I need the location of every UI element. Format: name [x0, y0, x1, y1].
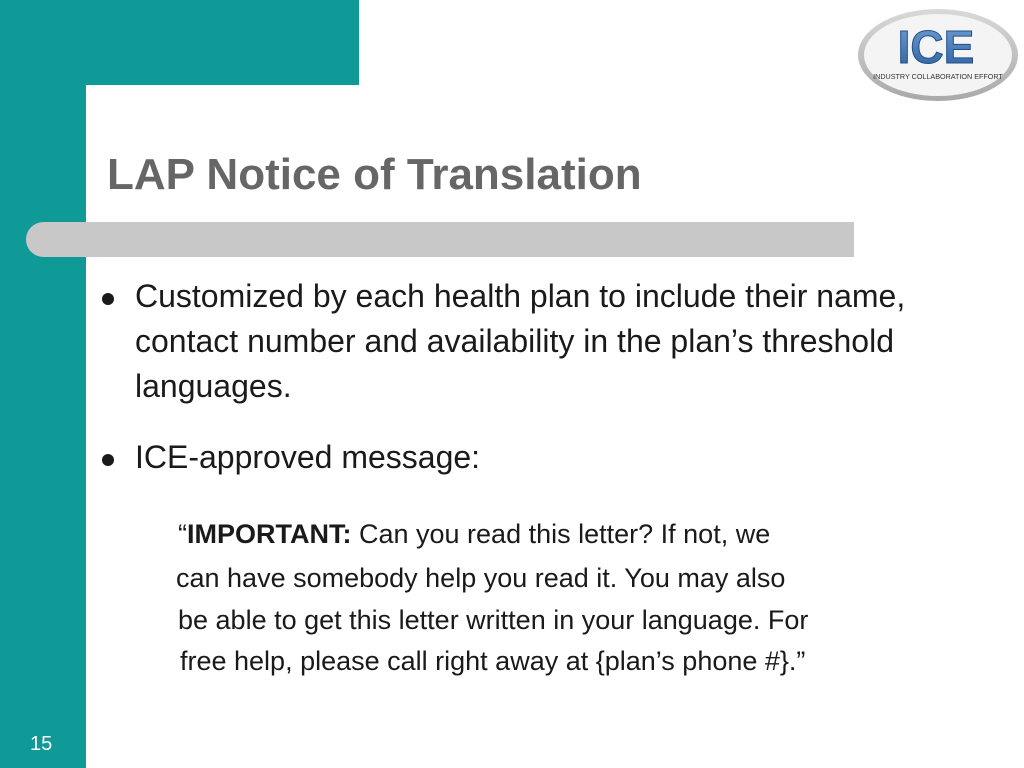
quote-line: [178, 512, 978, 556]
quote-text: Can you read this letter? If not, we: [351, 519, 771, 549]
bullet-text: Customized by each health plan to include their name, contact number and availability in the plan’s threshold languages.: [135, 278, 906, 404]
bullet-dot-icon: [102, 454, 114, 466]
bullet-text: ICE-approved message:: [135, 439, 481, 475]
quote-line: can have somebody help you read it. You may also: [176, 563, 786, 593]
bullet-item: [100, 435, 1000, 480]
approved-message-quote: [178, 512, 978, 682]
teal-side-band: [0, 0, 86, 768]
page-number: 15: [30, 733, 53, 755]
quote-line: free help, please call right away at {plan’s phone #}.”: [180, 646, 806, 676]
bullet-item: [100, 274, 1000, 409]
title-underline-bar: [26, 222, 854, 257]
quote-label: IMPORTANT:: [187, 519, 352, 549]
bullet-dot-icon: [102, 293, 114, 305]
bullet-list: [100, 274, 1000, 480]
logo-wordmark: ICE: [897, 21, 975, 73]
quote-line: be able to get this letter written in your language. For: [178, 605, 809, 635]
quote-open-mark: “: [178, 519, 187, 549]
ice-logo-graphic: [856, 5, 1021, 103]
slide-title: LAP Notice of Translation: [107, 150, 642, 199]
ice-logo: [856, 5, 1021, 103]
logo-subtitle: INDUSTRY COLLABORATION EFFORT: [873, 72, 1003, 81]
